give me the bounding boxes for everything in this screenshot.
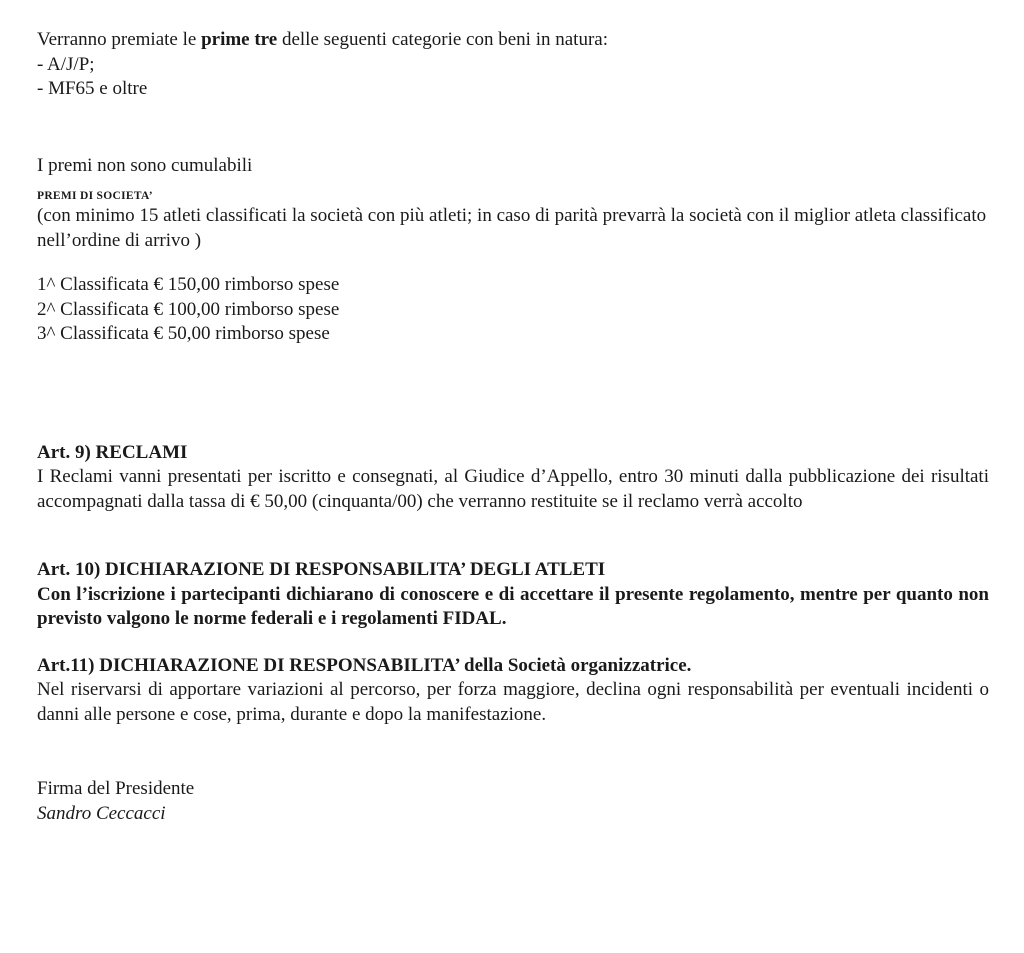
spacer [37, 253, 989, 273]
intro-prefix: Verranno premiate le [37, 29, 202, 50]
art11-body: Nel riservarsi di apportare variazioni al percorso, per forza maggiore, declina ogni responsabilità per eventuali incidenti o danni alle persone e cose, prima, durante e dopo la manifestazione. [37, 679, 994, 725]
art9-title: Art. 9) RECLAMI [37, 441, 188, 463]
society-prizes-title: PREMI DI SOCIETA’ [37, 190, 153, 202]
intro-line [37, 28, 989, 53]
category-item: - MF65 e oltre [37, 78, 148, 99]
intro-suffix: delle seguenti categorie con beni in natura: [277, 29, 608, 50]
spacer [37, 727, 989, 777]
art10-body: Con l’iscrizione i partecipanti dichiarano di conoscere e di accettare il presente regolamento, mentre per quanto non previsto valgono le norme federali e i regolamenti FIDAL. [37, 583, 994, 629]
prize-place: 2^ Classificata € 100,00 rimborso spese [37, 298, 340, 320]
art9-body: I Reclami vanni presentati per iscritto e consegnati, al Giudice d’Appello, entro 30 minuti dalla pubblicazione dei risultati accompagnati dalla tassa di € 50,00 (cinquanta/00) che verranno restituite se il reclamo verrà accolto [37, 466, 994, 512]
spacer [37, 347, 989, 441]
art11-title: Art.11) DICHIARAZIONE DI RESPONSABILITA’ della Società organizzatrice. [37, 654, 692, 676]
spacer [37, 514, 989, 558]
spacer [37, 632, 989, 654]
category-item: - A/J/P; [37, 53, 95, 75]
prize-place: 1^ Classificata € 150,00 rimborso spese [37, 274, 340, 295]
intro-bold: prime tre [201, 29, 278, 50]
spacer [37, 102, 989, 154]
no-cumul-note: I premi non sono cumulabili [37, 154, 253, 176]
prize-place: 3^ Classificata € 50,00 rimborso spese [37, 323, 330, 344]
document-page [37, 28, 994, 826]
society-prizes-note: (con minimo 15 atleti classificati la società con più atleti; in caso di parità prevarrà la società con il miglior atleta classificato nell’ordine di arrivo ) [37, 205, 991, 251]
signature-label: Firma del Presidente [37, 778, 195, 799]
signature-name: Sandro Ceccacci [37, 802, 166, 824]
art10-title: Art. 10) DICHIARAZIONE DI RESPONSABILITA’ DEGLI ATLETI [37, 559, 606, 580]
